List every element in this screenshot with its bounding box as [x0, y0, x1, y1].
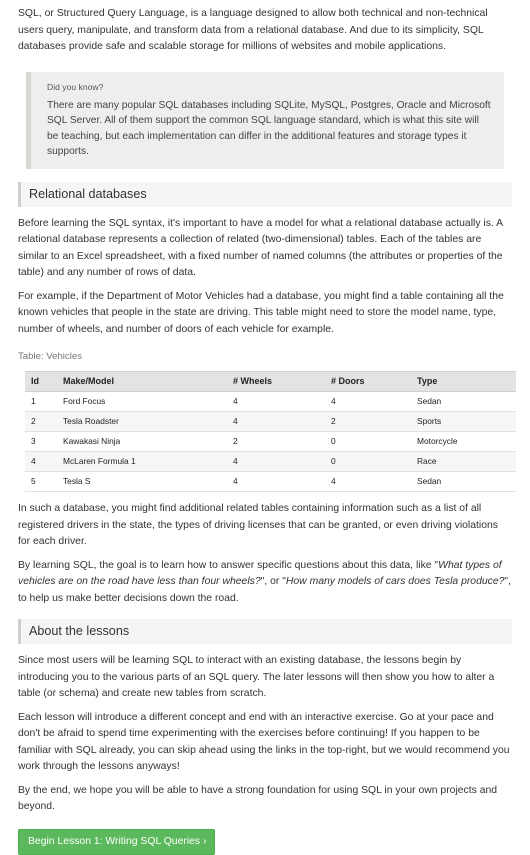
cell-id: 3: [25, 432, 57, 452]
cell-type: Sedan: [411, 472, 516, 492]
table-row: [25, 452, 516, 472]
example-question-1: What types of vehicles are on the road have less than four wheels?: [18, 559, 502, 587]
table-row: [25, 412, 516, 432]
cell-make-model: McLaren Formula 1: [57, 452, 227, 472]
column-header-id: Id: [25, 372, 57, 392]
table-row: [25, 472, 516, 492]
column-header-wheels: # Wheels: [227, 372, 325, 392]
section-title-relational-databases: Relational databases: [18, 182, 512, 207]
cell-doors: 4: [325, 392, 411, 412]
cell-make-model: Tesla Roadster: [57, 412, 227, 432]
relational-paragraph-3: In such a database, you might find additional related tables containing information such as a list of all registered drivers in the state, the types of driving licenses that can be granted, or even driving violations for each driver.: [18, 503, 498, 547]
example-question-2: How many models of cars does Tesla produce?: [285, 576, 505, 587]
cell-make-model: Ford Focus: [57, 392, 227, 412]
cell-type: Sports: [411, 412, 516, 432]
lessons-paragraph-1: Since most users will be learning SQL to interact with an existing database, the lessons begin by introducing you to the various parts of an SQL query. The later lessons will then show you how to alter a table (or schema) and create new tables from scratch.: [18, 655, 495, 699]
column-header-doors: # Doors: [325, 372, 411, 392]
callout-kicker: Did you know?: [47, 81, 104, 92]
cell-id: 1: [25, 392, 57, 412]
relational-paragraph-4: [18, 558, 512, 608]
column-header-type: Type: [411, 372, 516, 392]
section-title-about-the-lessons: About the lessons: [18, 619, 512, 644]
cell-wheels: 4: [227, 472, 325, 492]
relational-paragraph-2: For example, if the Department of Motor Vehicles had a database, you might find a table containing all the known vehicles that people in the state are driving. This table might need to store the model name, type, number of wheels, and number of doors of each vehicle for example.: [18, 290, 504, 335]
column-header-make-model: Make/Model: [57, 372, 227, 392]
p4-text-middle: ", or ": [260, 576, 286, 587]
vehicles-table: [25, 371, 516, 492]
cell-doors: 0: [325, 432, 411, 452]
table-row: [25, 432, 516, 452]
intro-paragraph: SQL, or Structured Query Language, is a language designed to allow both technical and non-technical users query, manipulate, and transform data from a relational database. And due to its simplicity, SQL databases provide safe and scalable storage for millions of websites and mobile applications.: [18, 8, 488, 52]
cell-wheels: 4: [227, 392, 325, 412]
table-header-row: [25, 372, 516, 392]
lessons-paragraph-3: By the end, we hope you will be able to have a strong foundation for using SQL in your own projects and beyond.: [18, 784, 498, 812]
cell-doors: 4: [325, 472, 411, 492]
relational-paragraph-1: Before learning the SQL syntax, it's important to have a model for what a relational database actually is. A relational database represents a collection of related (two-dimensional) tables. Each of the tables are similar to an Excel spreadsheet, with a fixed number of named columns (the attributes or properties of the table) and any number of rows of data.: [18, 217, 503, 278]
begin-lesson-1-button[interactable]: Begin Lesson 1: Writing SQL Queries ›: [18, 829, 215, 855]
cell-wheels: 2: [227, 432, 325, 452]
p4-text-before: By learning SQL, the goal is to learn how to answer specific questions about this data, like ": [18, 559, 439, 571]
lessons-paragraph-2: Each lesson will introduce a different concept and end with an interactive exercise. Go at your pace and don't be afraid to spend time experimenting with the exercises before continuing! If you happen to be familiar with SQL already, you can skip ahead using the links in the top-right, but we would recommend you work through the lessons anyways!: [18, 711, 510, 772]
cell-doors: 0: [325, 452, 411, 472]
callout-text: There are many popular SQL databases including SQLite, MySQL, Postgres, Oracle and Microsoft SQL Server. All of them support the common SQL language standard, which is what this site will be teaching, but each implementation can differ in the additional features and storage types it supports.: [47, 99, 491, 157]
cell-make-model: Tesla S: [57, 472, 227, 492]
cell-type: Sedan: [411, 392, 516, 412]
cell-id: 2: [25, 412, 57, 432]
did-you-know-callout: [26, 72, 504, 169]
cell-id: 4: [25, 452, 57, 472]
cell-doors: 2: [325, 412, 411, 432]
cell-wheels: 4: [227, 452, 325, 472]
cell-make-model: Kawakasi Ninja: [57, 432, 227, 452]
cell-type: Motorcycle: [411, 432, 516, 452]
p4-text-after: ", to help us make better decisions down the road.: [18, 576, 511, 604]
lesson-intro-page: [0, 6, 530, 847]
cell-id: 5: [25, 472, 57, 492]
table-row: [25, 392, 516, 412]
table-caption: Table: Vehicles: [18, 351, 82, 362]
cell-type: Race: [411, 452, 516, 472]
cell-wheels: 4: [227, 412, 325, 432]
